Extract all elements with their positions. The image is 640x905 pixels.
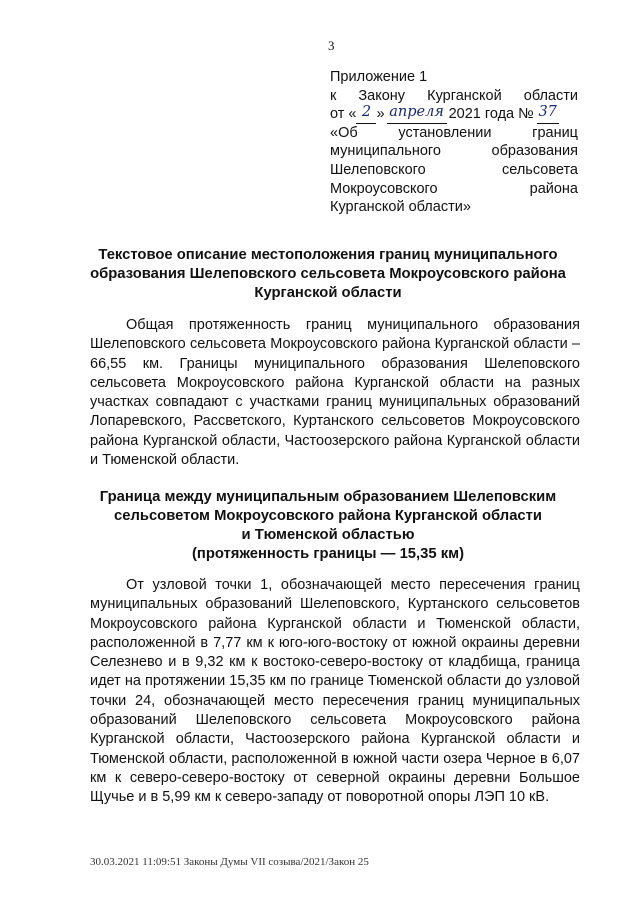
handwritten-day: 2	[356, 105, 376, 124]
footer-stamp: 30.03.2021 11:09:51 Законы Думы VII созыва/2021/Закон 25	[90, 856, 369, 868]
handwritten-month: апреля	[387, 105, 447, 124]
appendix-line-3	[330, 105, 578, 124]
appendix-word: установлении	[398, 124, 492, 141]
date-prefix: от «	[330, 106, 357, 123]
appendix-word: к	[330, 87, 337, 104]
appendix-line-1	[330, 68, 578, 87]
appendix-line-4	[330, 124, 578, 143]
section-heading-line: сельсоветом Мокроусовского района Курганской области	[113, 508, 543, 524]
appendix-title: Приложение 1	[330, 69, 428, 85]
appendix-word: Курганской области»	[330, 199, 471, 216]
appendix-word: области	[523, 87, 578, 104]
section-heading-line: Граница между муниципальным образованием Шелеповским	[99, 489, 557, 505]
handwritten-law-number: 37	[537, 105, 559, 124]
appendix-word: сельсовета	[502, 161, 578, 178]
appendix-word: района	[529, 180, 578, 197]
appendix-word: Шелеповского	[330, 161, 426, 178]
appendix-word: Мокроусовского	[330, 180, 438, 197]
appendix-block	[330, 68, 578, 217]
paragraph-total-length: Общая протяженность границ муниципального образования Шелеповского сельсовета Мокроусовского района Курганской области – 66,55 км. Границы муниципального образования Шелеповского сельсовета Мокроусовского района Курганской области на разных участках совпадают с участками границ муниципальных образований Лопаревского, Рассветского, Куртанского сельсоветов Мокроусовского района Курганской области, Частоозерского района Курганской области и Тюменской области.	[90, 317, 580, 469]
appendix-word: образования	[491, 143, 578, 160]
appendix-line-2	[330, 87, 578, 106]
appendix-line-5	[330, 142, 578, 161]
page-number: 3	[328, 38, 335, 53]
appendix-word: Закону	[358, 87, 406, 104]
appendix-word: границ	[532, 124, 578, 141]
document-title: Текстовое описание местоположения границ муниципального образования Шелеповского сельсовета Мокроусовского района Курганской области	[90, 247, 566, 301]
section-heading	[78, 488, 578, 564]
date-year: 2021 года №	[448, 106, 534, 123]
date-quote-close: »	[376, 106, 385, 123]
paragraph-boundary-description: От узловой точки 1, обозначающей место пересечения границ муниципальных образований Шелеповского, Куртанского сельсоветов Мокроусовского района Курганской области и Тюменской области, расположенной в 7,77 км к юго-юго-востоку от южной окраины деревни Селезнево и в 9,32 км к востоко-северо-востоку от кладбища, граница идет на протяжении 15,35 км по границе Тюменской области до узловой точки 24, обозначающей место пересечения границ муниципальных образований Шелеповского сельсовета Мокроусовского района Курганской области, Частоозерского района Курганской области и Тюменской области, расположенной в южной части озера Черное в 6,07 км к северо-северо-востоку от северной окраины деревни Большое Щучье и в 5,99 км к северо-западу от поворотной опоры ЛЭП 10 кВ.	[90, 577, 580, 806]
appendix-word: Курганской	[427, 87, 502, 104]
appendix-word: «Об	[330, 124, 358, 141]
appendix-word: муниципального	[330, 143, 441, 160]
appendix-line-8	[330, 198, 578, 217]
appendix-line-7	[330, 180, 578, 199]
appendix-line-6	[330, 161, 578, 180]
section-heading-length: (протяженность границы — 15,35 км)	[191, 546, 464, 562]
section-heading-line: и Тюменской областью	[241, 527, 415, 543]
